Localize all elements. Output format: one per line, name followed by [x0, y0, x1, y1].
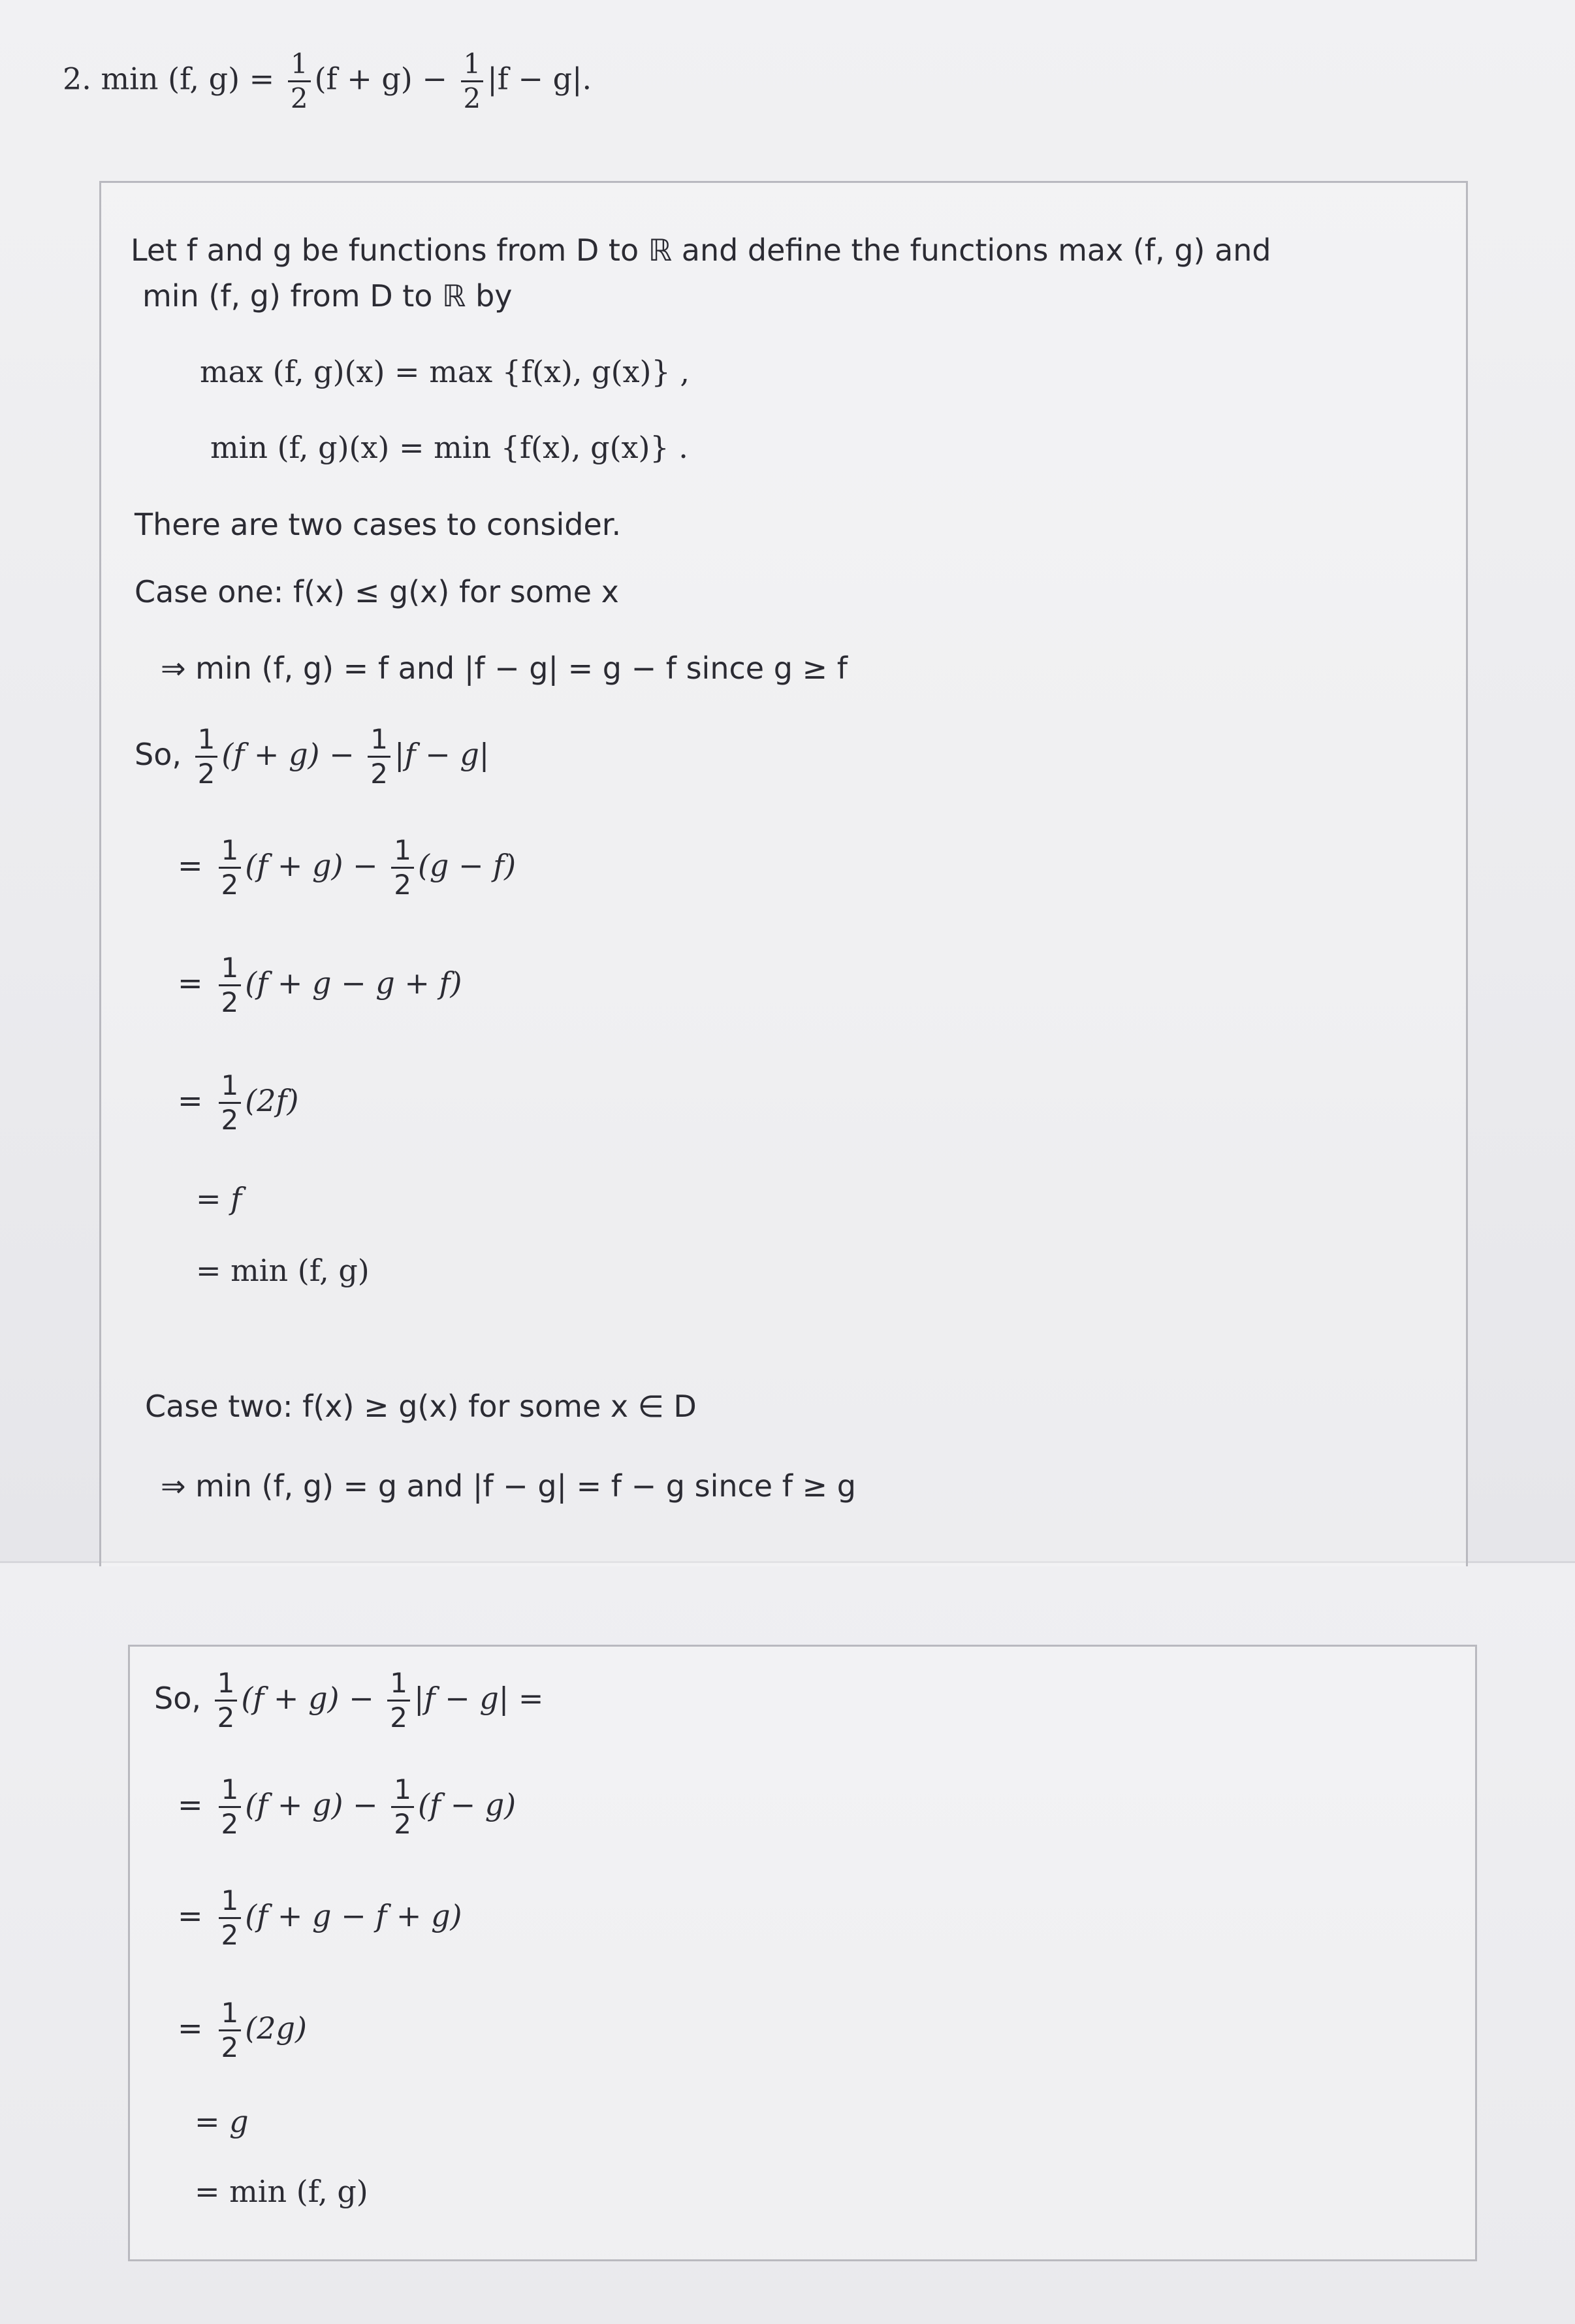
case-one-implication: ⇒ min (f, g) = f and |f − g| = g − f since g ≥ f	[161, 651, 848, 686]
cases-intro: There are two cases to consider.	[135, 507, 622, 542]
case-two-step-2: = $\frac{1}{2}$ (f + g − f + g)	[178, 1884, 462, 1952]
case-two-step-3: = $\frac{1}{2}$ (2g)	[178, 1997, 307, 2064]
case-two-step-4: = g	[195, 2104, 249, 2139]
proof-box-lower	[128, 1645, 1477, 2261]
case-one-step-2: = $\frac{1}{2}$ (f + g − g + f)	[178, 952, 462, 1019]
case-two-step-1: = $\frac{1}{2}$ (f + g) − $\frac{1}{2}$ (f − g)	[178, 1773, 517, 1841]
case-two-step-5: = min (f, g)	[195, 2174, 368, 2209]
case-one-step-4: = f	[196, 1181, 242, 1216]
case-two-so-line: So, $\frac{1}{2}$ (f + g) − $\frac{1}{2}$ |f − g| =	[154, 1667, 544, 1734]
case-two-heading: Case two: f(x) ≥ g(x) for some x ∈ D	[145, 1389, 697, 1424]
min-definition: min (f, g)(x) = min {f(x), g(x)} .	[210, 430, 688, 465]
case-one-step-5: = min (f, g)	[196, 1253, 370, 1288]
case-one-so-line: So, $\frac{1}{2}$ (f + g) − $\frac{1}{2}$ |f − g|	[135, 723, 490, 790]
problem-statement: 2. min (f, g) = $\frac{1}{2}$ (f + g) − $\frac{1}{2}$ |f − g|.	[63, 48, 592, 115]
max-definition: max (f, g)(x) = max {f(x), g(x)} ,	[200, 354, 690, 389]
case-two-implication: ⇒ min (f, g) = g and |f − g| = f − g since f ≥ g	[161, 1468, 856, 1504]
definition-line-2: min (f, g) from D to ℝ by	[142, 278, 513, 314]
case-one-heading: Case one: f(x) ≤ g(x) for some x	[135, 574, 619, 609]
case-one-step-3: = $\frac{1}{2}$ (2f)	[178, 1069, 299, 1137]
definition-line-1: Let f and g be functions from D to ℝ and define the functions max (f, g) and	[131, 233, 1271, 268]
case-one-step-1: = $\frac{1}{2}$ (f + g) − $\frac{1}{2}$ (g − f)	[178, 834, 517, 901]
